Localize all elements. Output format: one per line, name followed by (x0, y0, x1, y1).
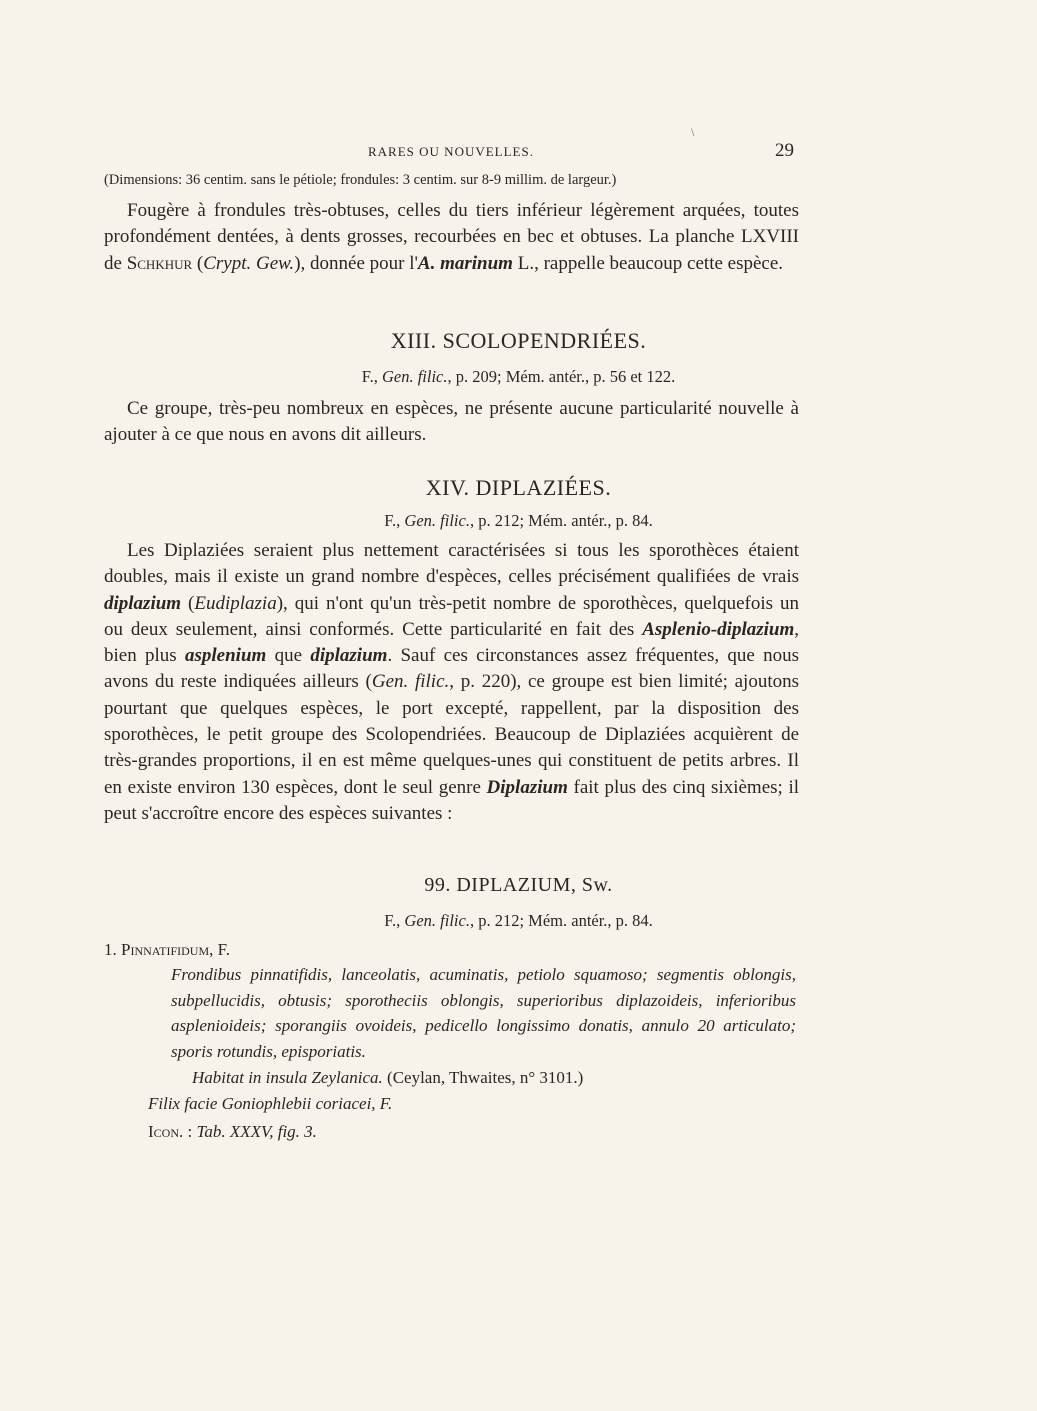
ref-14-a: F., (384, 511, 405, 530)
section-14-heading: XIV. DIPLAZIÉES. (425, 475, 612, 500)
work-citation: Crypt. Gew. (203, 252, 295, 274)
plate-reference: Tab. XXXV, fig. 3. (196, 1122, 317, 1141)
icon-sep: : (183, 1122, 197, 1141)
s14-italic-3: Asplenio-diplazium (642, 618, 795, 640)
species-1-heading (104, 937, 230, 963)
genus-reference (0, 911, 1037, 931)
genus-heading: 99. DIPLAZIUM, Sw. (424, 874, 613, 896)
ref-13-b: , p. 209; Mém. antér., p. 56 et 122. (447, 367, 676, 386)
species-1-habitat (192, 1065, 583, 1091)
species-1-author: , F. (209, 940, 230, 959)
ref-13-work: Gen. filic. (381, 367, 448, 386)
s14-italic-1: diplazium (104, 592, 182, 614)
species-1-number: 1. (104, 940, 117, 959)
section-13-reference (0, 367, 1037, 387)
s14-text-4: , bien plus (104, 618, 799, 667)
s14-italic-6: Gen. filic. (371, 671, 450, 693)
s14-italic-5: diplazium (310, 645, 388, 667)
ref-14-work: Gen. filic. (404, 511, 470, 530)
author-schkhur: Schkhur (126, 252, 193, 274)
dimensions-note: (Dimensions: 36 centim. sans le pétiole; frondules: 3 centim. sur 8-9 millim. de largeur.) (104, 172, 617, 188)
s14-text-7: , p. 220), ce groupe est bien limité; ajoutons pourtant que quelques espèces, le port excepté, rappellent, par la disposition des sporothèces, le petit groupe des Scolopendriées. Beaucoup de Diplaziées acquièrent de très-grandes proportions, il en est même quelques-unes qui constituent de petits arbres. Il en existe environ 130 espèces, dont le seul genre (104, 671, 800, 798)
species-1-facies: Filix facie Goniophlebii coriacei, F. (148, 1094, 393, 1113)
habitat-locality: (Ceylan, Thwaites, n° 3101.) (382, 1068, 584, 1087)
habitat-latin: Habitat in insula Zeylanica. (192, 1068, 383, 1087)
s14-text-8: fait plus des cinq sixièmes; il peut s'accroître encore des espèces suivantes : (104, 776, 800, 824)
running-title: RARES OU NOUVELLES. (368, 144, 534, 159)
s14-text-3: ), qui n'ont qu'un très-petit nombre de sporothèces, quelquefois un ou deux seulement, ainsi conformés. Cette particularité en fait des (104, 592, 799, 640)
ref-13-a: F., (361, 367, 382, 386)
s14-text-2: ( (181, 592, 195, 614)
ref-14-b: , p. 212; Mém. antér., p. 84. (469, 511, 653, 530)
para1-text-c: ), donnée pour l' (294, 252, 418, 274)
para1-text-a: Fougère à frondules très-obtuses, celles du tiers inférieur légèrement arquées, toutes profondément dentées, à dents grosses, recourbées en bec et obtuses. La planche LXVIII de (104, 200, 799, 274)
genus-ref-b: , p. 212; Mém. antér., p. 84. (469, 911, 653, 930)
species-name: A. marinum (417, 252, 513, 274)
s14-italic-7: Diplazium (486, 776, 568, 798)
s14-italic-4: asplenium (185, 645, 267, 667)
s14-text-6: . Sauf ces circonstances assez fréquentes, que nous avons du reste indiquées ailleurs ( (104, 645, 800, 693)
section-14-paragraph (104, 538, 799, 827)
paragraph-fern-description (104, 198, 799, 277)
icon-label: Icon. (148, 1122, 184, 1141)
s14-text-5: que (266, 645, 311, 667)
s14-italic-2: Eudiplazia (194, 592, 277, 614)
section-14-reference (0, 511, 1037, 531)
section-13-text: Ce groupe, très-peu nombreux en espèces, ne présente aucune particularité nouvelle à ajouter à ce que nous en avons dit ailleurs. (104, 398, 799, 446)
s14-text-1: Les Diplaziées seraient plus nettement caractérisées si tous les sporothèces étaient doubles, mais il existe un grand nombre d'espèces, celles précisément qualifiées de vrais (104, 540, 799, 588)
margin-mark: \ (691, 125, 695, 139)
section-13-paragraph (104, 396, 799, 449)
species-1-diagnosis: Frondibus pinnatifidis, lanceolatis, acuminatis, petiolo squamoso; segmentis oblongis, subpellucidis, obtusis; sporotheciis oblongis, superioribus diplazoideis, inferioribus asplenioideis; sporangiis ovoideis, pedicello longissimo donatis, annulo 20 articulato; sporis rotundis, episporiatis. (171, 965, 796, 1061)
page-number: 29 (775, 140, 794, 161)
genus-ref-a: F., (384, 911, 405, 930)
genus-ref-work: Gen. filic. (404, 911, 470, 930)
section-13-heading: XIII. SCOLOPENDRIÉES. (390, 328, 647, 353)
para1-text-d: L., rappelle beaucoup cette espèce. (512, 252, 784, 274)
species-1-name: Pinnatifidum (121, 940, 210, 959)
para1-text-b: ( (192, 252, 204, 274)
species-1-icon-ref (148, 1119, 317, 1145)
